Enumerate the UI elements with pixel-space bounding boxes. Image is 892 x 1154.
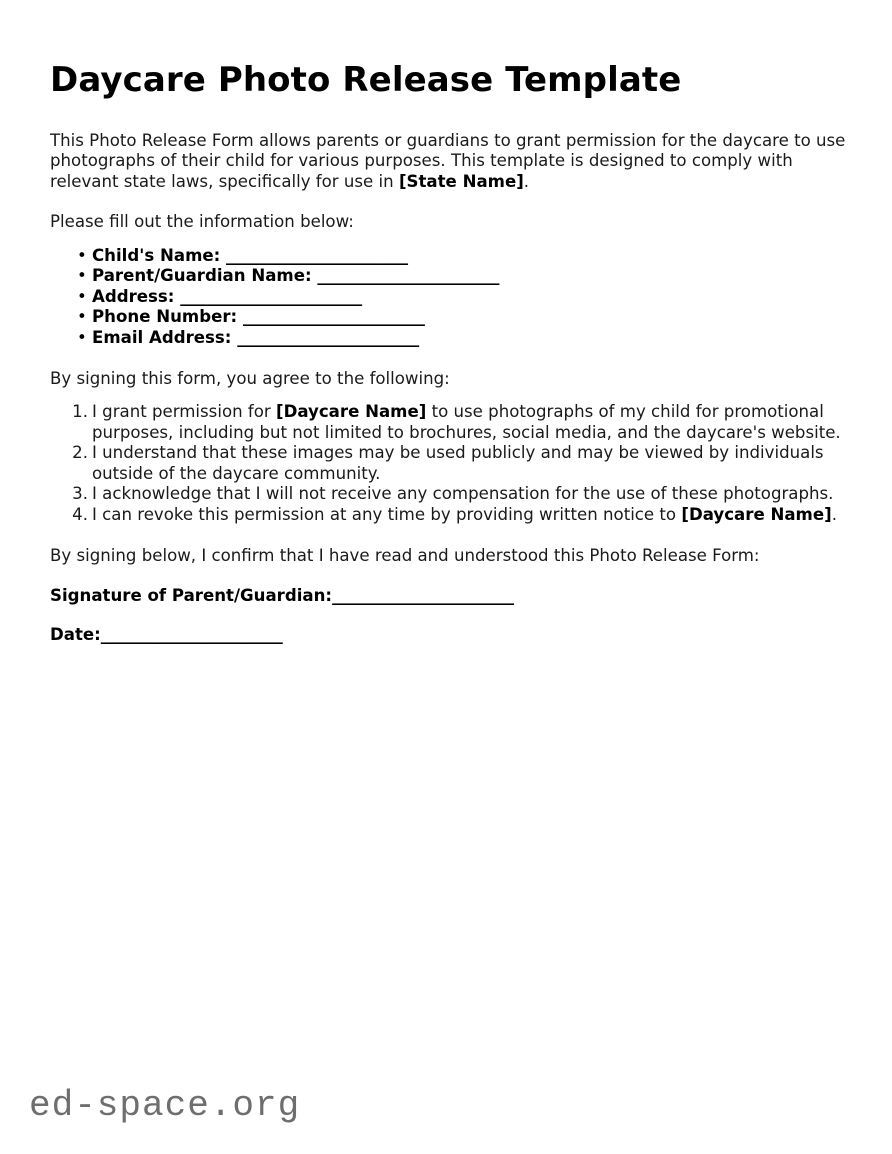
page-title: Daycare Photo Release Template: [50, 60, 682, 100]
list-item: [50, 246, 846, 267]
signature-label: Signature of Parent/Guardian:: [50, 585, 333, 605]
signature-field-row: [50, 566, 846, 607]
document-content: [50, 0, 846, 645]
list-item: [50, 402, 846, 443]
list-item: [50, 484, 846, 505]
text-run: This Photo Release Form allows parents or guardians to grant permission for the daycare to use photographs of their child for various purposes. This template is designed to comply with relevant state laws, specifically for use in: [50, 131, 846, 191]
field-blank[interactable]: _______________________: [226, 245, 408, 265]
placeholder-token: [State Name]: [398, 171, 524, 191]
field-label: Child's Name:: [92, 245, 227, 265]
site-watermark: ed-space.org: [29, 1085, 301, 1126]
date-label: Date:: [50, 624, 101, 644]
date-blank[interactable]: _______________________: [100, 624, 283, 644]
information-fields-list: [50, 233, 846, 349]
field-blank[interactable]: _______________________: [180, 286, 362, 306]
placeholder-token: [Daycare Name]: [681, 504, 832, 524]
agreement-instruction-text: By signing this form, you agree to the following:: [50, 368, 450, 388]
list-item: [50, 287, 846, 308]
list-item: [50, 505, 846, 526]
text-run: I grant permission for: [92, 402, 276, 421]
text-run: I can revoke this permission at any time by providing written notice to: [92, 504, 682, 524]
field-label: Parent/Guardian Name:: [92, 266, 318, 286]
field-label: Email Address:: [92, 328, 238, 347]
text-run: I understand that these images may be used publicly and may be viewed by individuals outside of the daycare community.: [92, 443, 824, 483]
intro-paragraph: [50, 100, 846, 192]
text-run: I acknowledge that I will not receive any compensation for the use of these photographs.: [92, 484, 834, 504]
field-blank[interactable]: _______________________: [317, 266, 500, 286]
field-blank[interactable]: _______________________: [237, 328, 419, 347]
text-run: .: [831, 504, 837, 524]
placeholder-token: [Daycare Name]: [275, 402, 427, 421]
date-field-row: [50, 607, 846, 646]
signature-blank[interactable]: _______________________: [332, 585, 514, 605]
field-blank[interactable]: _______________________: [242, 307, 425, 327]
fill-instruction-text: Please fill out the information below:: [50, 212, 354, 232]
list-item: [50, 328, 846, 349]
list-item: [50, 443, 846, 484]
field-label: Address:: [92, 286, 181, 306]
list-item: [50, 266, 846, 287]
text-run: .: [523, 171, 530, 191]
list-item: [50, 307, 846, 328]
agreement-terms-list: [50, 389, 846, 526]
confirmation-text: By signing below, I confirm that I have read and understood this Photo Release Form:: [50, 545, 760, 565]
field-label: Phone Number:: [92, 307, 243, 327]
text-run: to use photographs of my child for promotional purposes, including but not limited to brochures, social media, and the daycare's website.: [92, 402, 841, 442]
